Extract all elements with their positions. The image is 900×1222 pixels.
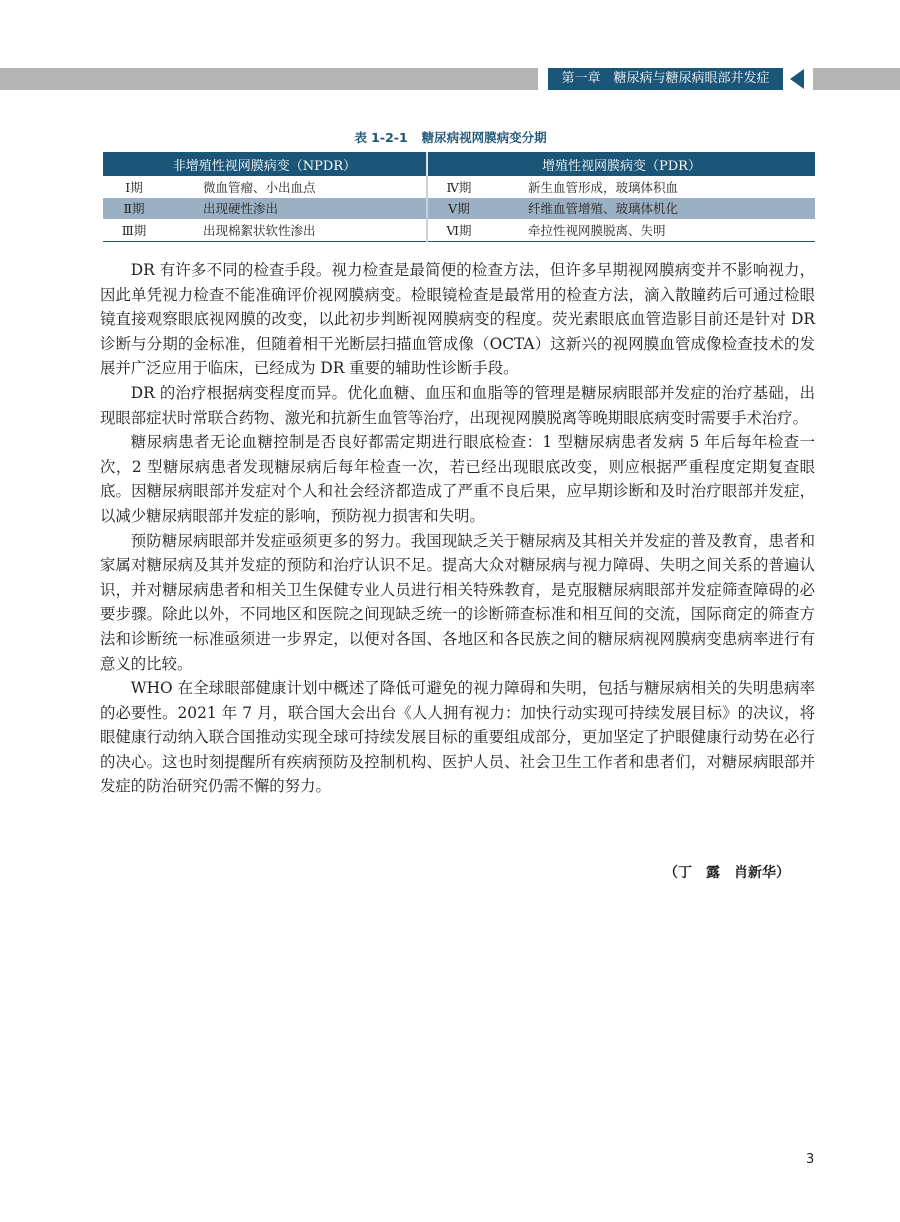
table-number: 表 1-2-1: [354, 130, 408, 145]
staging-table: [103, 152, 815, 242]
description-cell: 出现棉絮状软性渗出: [165, 219, 427, 241]
stage-cell: Ⅱ期: [103, 198, 165, 220]
stage-cell: Ⅲ期: [103, 219, 165, 241]
paragraph: 糖尿病患者无论血糖控制是否良好都需定期进行眼底检查：1 型糖尿病患者发病 5 年后每年检查一次，2 型糖尿病患者发现糖尿病后每年检查一次，若已经出现眼底改变，则应根据严重程度定期复查眼底。因糖尿病眼部并发症对个人和社会经济都造成了严重不良后果，应早期诊断和及时治疗眼部并发症，以减少糖尿病眼部并发症的影响，预防视力损害和失明。: [100, 433, 815, 525]
chapter-title: 第一章 糖尿病与糖尿病眼部并发症: [548, 68, 783, 90]
table-header-row: [103, 152, 815, 176]
stage-cell: Ⅳ期: [446, 179, 472, 195]
paragraph: DR 有许多不同的检查手段。视力检查是最简便的检查方法，但许多早期视网膜病变并不影响视力，因此单凭视力检查不能准确评价视网膜病变。检眼镜检查是最常用的检查方法，滴入散瞳药后可通过检眼镜直接观察眼底视网膜的改变，以此初步判断视网膜病变的程度。荧光素眼底血管造影目前还是针对 DR 诊断与分期的金标准，但随着相干光断层扫描血管成像（OCTA）这新兴的视网膜血管成像检查技术的发展并广泛应用于临床，已经成为 DR 重要的辅助性诊断手段。: [100, 261, 815, 378]
table-title: 糖尿病视网膜病变分期: [421, 130, 547, 145]
table-row: [103, 198, 815, 220]
description-cell: 出现硬性渗出: [165, 198, 427, 220]
arrow-left-icon: [790, 69, 804, 89]
author-attribution: （丁 露 肖新华）: [664, 865, 790, 881]
page-number: 3: [806, 1152, 815, 1167]
table-caption: [100, 128, 815, 146]
stage-cell: Ⅴ期: [427, 198, 490, 220]
column-header-npdr: 非增殖性视网膜病变（NPDR）: [103, 152, 427, 176]
stage-cell: Ⅰ期: [125, 179, 143, 195]
body-text: [100, 258, 815, 799]
description-cell: 新生血管形成，玻璃体积血: [527, 179, 678, 195]
column-header-pdr: 增殖性视网膜病变（PDR）: [427, 152, 815, 176]
header-band-right: [813, 68, 900, 90]
header-band-left: [0, 68, 538, 90]
description-cell: 牵拉性视网膜脱离、失明: [490, 219, 815, 241]
paragraph: DR 的治疗根据病变程度而异。优化血糖、血压和血脂等的管理是糖尿病眼部并发症的治疗基础，出现眼部症状时常联合药物、激光和抗新生血管等治疗，出现视网膜脱离等晚期眼底病变时需要手术治疗。: [100, 383, 815, 427]
table-row: [103, 176, 815, 198]
paragraph: 预防糖尿病眼部并发症亟须更多的努力。我国现缺乏关于糖尿病及其相关并发症的普及教育，患者和家属对糖尿病及其并发症的预防和治疗认识不足。提高大众对糖尿病与视力障碍、失明之间关系的普遍认识，并对糖尿病患者和相关卫生保健专业人员进行相关特殊教育，是克服糖尿病眼部并发症筛查障碍的必要步骤。除此以外，不同地区和医院之间现缺乏统一的诊断筛查标准和相互间的交流，国际商定的筛查方法和诊断统一标准亟须进一步界定，以便对各国、各地区和各民族之间的糖尿病视网膜病变患病率进行有意义的比较。: [100, 531, 815, 673]
description-cell: 纤维血管增殖、玻璃体机化: [490, 198, 815, 220]
paragraph: WHO 在全球眼部健康计划中概述了降低可避免的视力障碍和失明，包括与糖尿病相关的失明患病率的必要性。2021 年 7 月，联合国大会出台《人人拥有视力：加快行动实现可持续发展目标》的决议，将眼健康行动纳入联合国推动实现全球可持续发展目标的重要组成部分，更加坚定了护眼健康行动势在必行的决心。这也时刻提醒所有疾病预防及控制机构、医护人员、社会卫生工作者和患者们，对糖尿病眼部并发症的防治研究仍需不懈的努力。: [100, 679, 815, 796]
description-cell: 微血管瘤、小出血点: [165, 176, 427, 198]
stage-cell: Ⅵ期: [427, 219, 490, 241]
table-row: [103, 219, 815, 241]
